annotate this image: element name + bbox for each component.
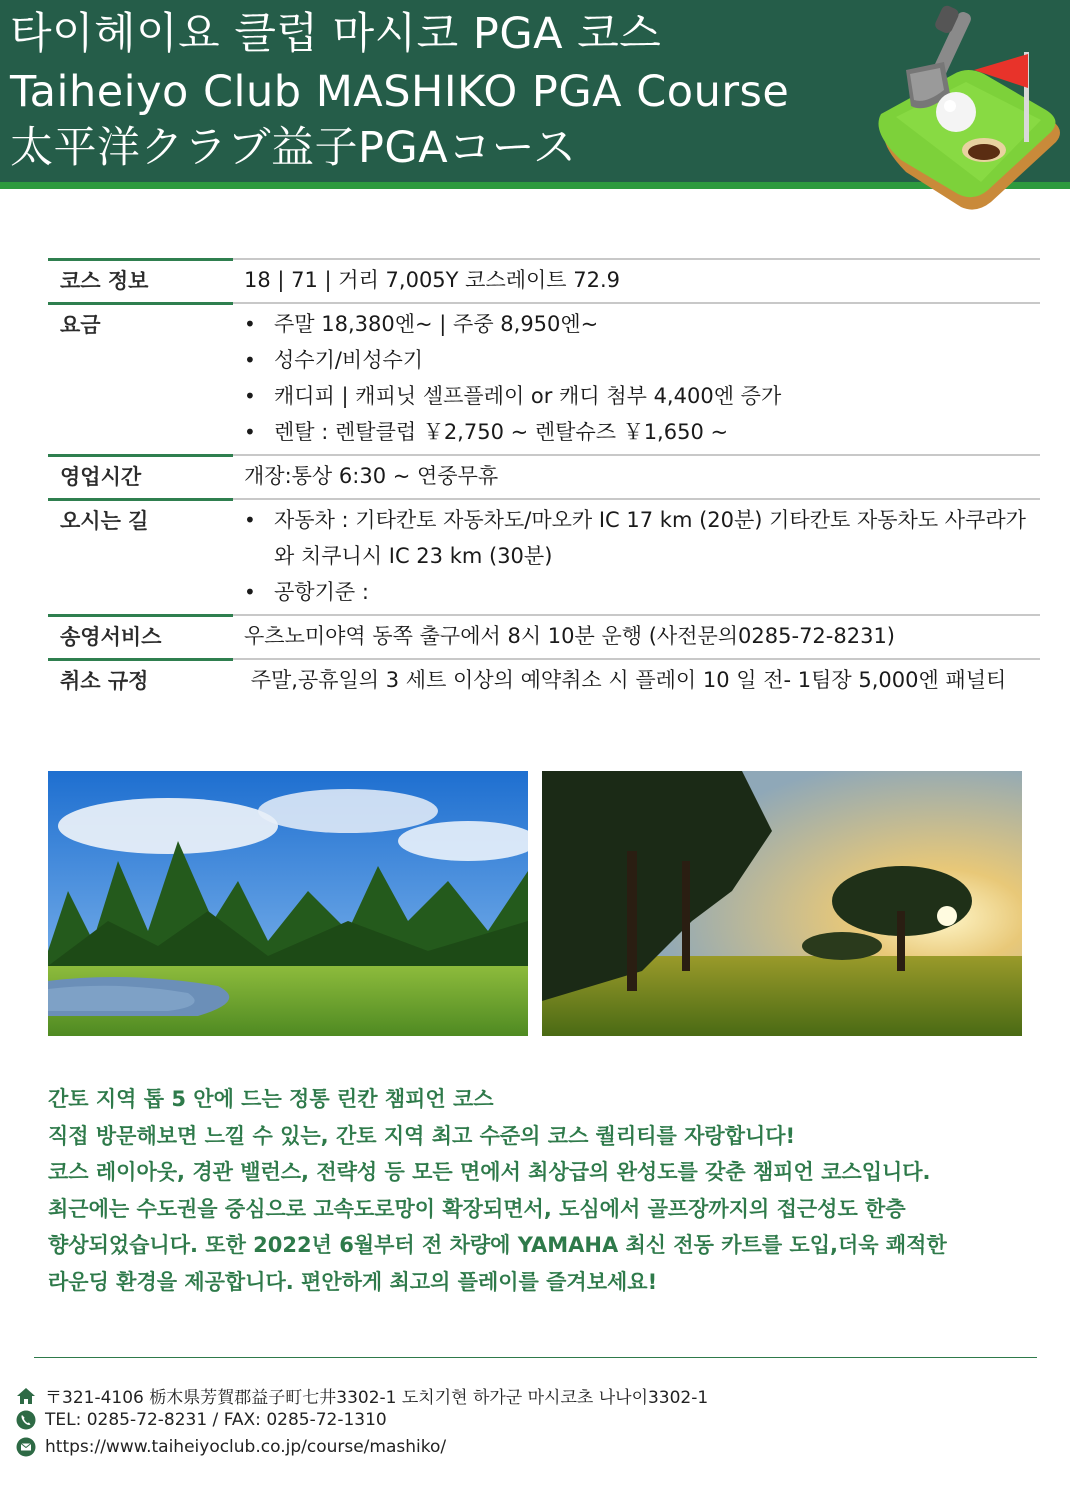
label-access: 오시는 길 bbox=[48, 500, 230, 614]
fee-item: • 렌탈 : 렌탈클럽 ￥2,750 ~ 렌탈슈즈 ￥1,650 ~ bbox=[244, 414, 1040, 450]
course-description bbox=[48, 1081, 1048, 1300]
footer-divider bbox=[34, 1357, 1037, 1358]
phone-text: TEL: 0285-72-8231 / FAX: 0285-72-1310 bbox=[45, 1410, 387, 1430]
footer-phone bbox=[16, 1410, 387, 1430]
description-line: 최근에는 수도권을 중심으로 고속도로망이 확장되면서, 도심에서 골프장까지의 접근성도 한층 bbox=[48, 1196, 906, 1221]
value-access bbox=[230, 500, 1040, 614]
address-text: 〒321-4106 栃木県芳賀郡益子町七井3302-1 도치기현 하가군 마시코초 나나이3302-1 bbox=[45, 1388, 709, 1408]
course-photo-sunset bbox=[542, 771, 1022, 1036]
label-cancellation: 취소 규정 bbox=[48, 660, 230, 702]
footer-website bbox=[16, 1437, 446, 1457]
phone-icon bbox=[16, 1410, 36, 1430]
row-cancellation bbox=[48, 658, 1040, 702]
title-korean: 타이헤이요 클럽 마시코 PGA 코스 bbox=[10, 9, 662, 59]
course-info-table bbox=[48, 258, 1040, 702]
home-icon bbox=[16, 1386, 36, 1406]
value-cancellation: 주말,공휴일의 3 세트 이상의 예약취소 시 플레이 10 일 전- 1팀장 5,000엔 패널티 bbox=[244, 668, 1007, 692]
description-line: 향상되었습니다. 또한 2022년 6월부터 전 차량에 YAMAHA 최신 전동 카트를 도입,더욱 쾌적한 bbox=[48, 1233, 947, 1257]
golf-club-flag-icon bbox=[866, 2, 1066, 212]
value-shuttle: 우츠노미야역 동쪽 출구에서 8시 10분 운행 (사전문의0285-72-8231) bbox=[244, 624, 896, 648]
label-hours: 영업시간 bbox=[48, 456, 230, 498]
label-shuttle: 송영서비스 bbox=[48, 616, 230, 658]
label-course-info: 코스 정보 bbox=[48, 260, 230, 302]
description-line: 라운딩 환경을 제공합니다. 편안하게 최고의 플레이를 즐겨보세요! bbox=[48, 1269, 658, 1294]
row-shuttle bbox=[48, 614, 1040, 658]
mail-icon bbox=[16, 1437, 36, 1457]
access-item: • 자동차 : 기타칸토 자동차도/마오카 IC 17 km (20분) 기타칸토 자동차도 사쿠라가와 치쿠니시 IC 23 km (30분) bbox=[244, 502, 1040, 574]
description-line: 간토 지역 톱 5 안에 드는 정통 린칸 챔피언 코스 bbox=[48, 1087, 494, 1111]
row-course-info bbox=[48, 258, 1040, 302]
description-line: 코스 레이아웃, 경관 밸런스, 전략성 등 모든 면에서 최상급의 완성도를 갖춘 챔피언 코스입니다. bbox=[48, 1160, 931, 1184]
row-hours bbox=[48, 454, 1040, 498]
row-access bbox=[48, 498, 1040, 614]
fee-item: • 캐디피 | 캐피닛 셀프플레이 or 캐디 첨부 4,400엔 증가 bbox=[244, 378, 1040, 414]
row-fees bbox=[48, 302, 1040, 454]
access-item: • 공항기준 : bbox=[244, 574, 1040, 610]
description-line: 직접 방문해보면 느낄 수 있는, 간토 지역 최고 수준의 코스 퀄리티를 자랑합니다! bbox=[48, 1123, 796, 1148]
course-photo-lake bbox=[48, 771, 528, 1036]
label-fees: 요금 bbox=[48, 304, 230, 454]
title-english: Taiheiyo Club MASHIKO PGA Course bbox=[10, 67, 790, 117]
fee-item: • 성수기/비성수기 bbox=[244, 342, 1040, 378]
value-fees bbox=[230, 304, 1040, 454]
value-hours: 개장:통상 6:30 ~ 연중무휴 bbox=[244, 464, 499, 488]
title-japanese: 太平洋クラブ益子PGAコース bbox=[10, 123, 577, 173]
value-course-info: 18 | 71 | 거리 7,005Y 코스레이트 72.9 bbox=[244, 268, 621, 292]
footer-address bbox=[16, 1383, 708, 1408]
website-link[interactable]: https://www.taiheiyoclub.co.jp/course/mashiko/ bbox=[45, 1437, 447, 1457]
fee-item: • 주말 18,380엔~ | 주중 8,950엔~ bbox=[244, 306, 1040, 342]
